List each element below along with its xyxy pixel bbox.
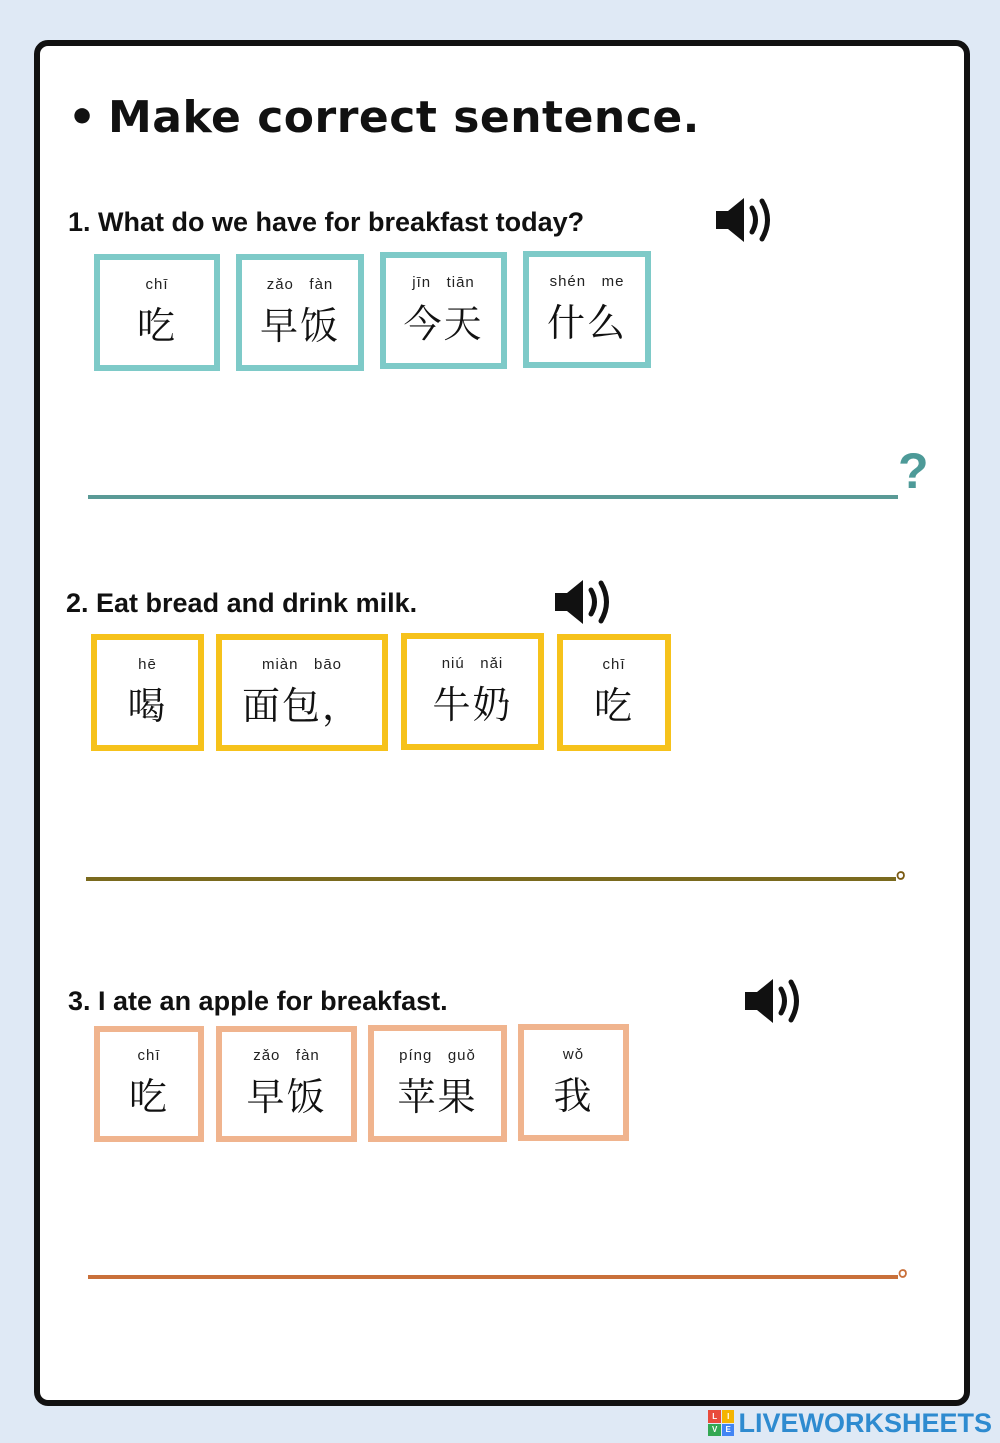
hanzi: 早饭 xyxy=(259,303,340,348)
pinyin: niú nǎi xyxy=(441,654,504,672)
word-card[interactable] xyxy=(216,1026,357,1142)
hanzi: 苹果 xyxy=(397,1074,478,1119)
pinyin: hē xyxy=(138,655,157,673)
word-card[interactable] xyxy=(401,633,544,750)
word-card[interactable] xyxy=(216,634,388,751)
pinyin: zǎo fàn xyxy=(266,275,334,293)
word-card[interactable] xyxy=(380,252,507,369)
answer-line-2[interactable] xyxy=(86,877,896,881)
page-heading xyxy=(68,92,700,143)
speaker-volume-icon[interactable] xyxy=(551,576,615,628)
brand-text: LIVEWORKSHEETS xyxy=(738,1407,992,1438)
hanzi: 今天 xyxy=(403,301,484,346)
hanzi: 牛奶 xyxy=(432,682,513,727)
hanzi: 吃 xyxy=(128,1075,169,1119)
hanzi: 面包， xyxy=(241,683,362,728)
end-mark-3: 。 xyxy=(898,1251,925,1281)
pinyin: wǒ xyxy=(562,1045,585,1063)
word-card[interactable] xyxy=(236,254,364,371)
pinyin: zǎo fàn xyxy=(253,1047,320,1064)
answer-line-1[interactable] xyxy=(88,495,898,499)
pinyin: píng guǒ xyxy=(399,1046,476,1064)
hanzi: 什么 xyxy=(546,300,627,345)
end-mark-2: 。 xyxy=(896,853,923,883)
pinyin: jīn tiān xyxy=(412,273,475,291)
word-card[interactable] xyxy=(368,1025,507,1142)
heading-bullet: • xyxy=(68,92,97,143)
question-2-prompt: 2. Eat bread and drink milk. xyxy=(66,588,418,618)
pinyin: chī xyxy=(602,655,626,673)
pinyin: shén me xyxy=(549,272,625,290)
liveworksheets-logo[interactable] xyxy=(708,1407,992,1439)
speaker-volume-icon[interactable] xyxy=(712,194,776,246)
word-card[interactable] xyxy=(91,634,204,751)
question-1-prompt: 1. What do we have for breakfast today? xyxy=(68,207,585,237)
hanzi: 早饭 xyxy=(246,1075,327,1119)
pinyin: chī xyxy=(145,275,169,293)
word-card[interactable] xyxy=(518,1024,629,1141)
heading-text: Make correct sentence. xyxy=(108,92,700,143)
pinyin: chī xyxy=(137,1047,161,1064)
speaker-volume-icon[interactable] xyxy=(741,975,805,1027)
word-card[interactable] xyxy=(94,254,220,371)
answer-line-3[interactable] xyxy=(88,1275,898,1279)
hanzi: 吃 xyxy=(593,683,634,728)
word-card[interactable] xyxy=(557,634,671,751)
hanzi: 我 xyxy=(553,1073,594,1118)
question-3-prompt: 3. I ate an apple for breakfast. xyxy=(68,986,448,1016)
end-mark-1: ? xyxy=(898,443,929,499)
word-card[interactable] xyxy=(94,1026,204,1142)
logo-mark-icon: L I V E xyxy=(708,1410,734,1436)
word-card[interactable] xyxy=(523,251,651,368)
hanzi: 吃 xyxy=(136,303,177,348)
hanzi: 喝 xyxy=(127,683,168,728)
pinyin: miàn bāo xyxy=(261,655,343,673)
